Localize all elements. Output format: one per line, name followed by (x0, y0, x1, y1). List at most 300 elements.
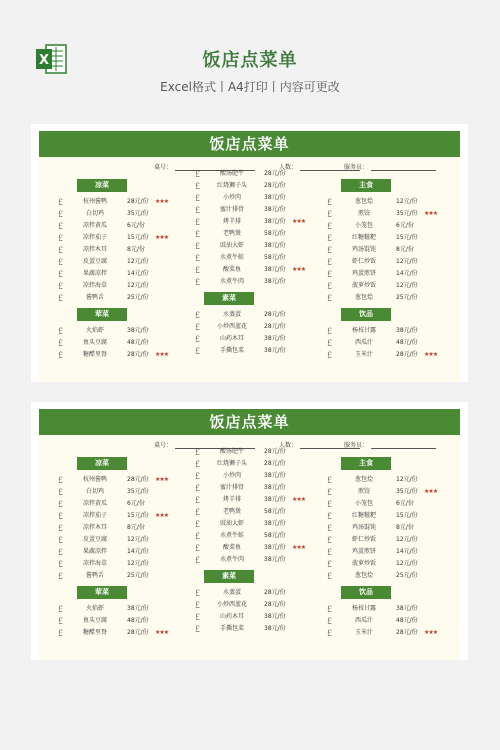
currency-symbol: ￡ (57, 572, 64, 580)
menu-item-price: 38元/份 (264, 556, 286, 563)
currency-symbol: ￡ (326, 476, 333, 484)
menu-item[interactable] (194, 216, 334, 228)
menu-item-price: 28元/份 (264, 601, 286, 608)
menu-item[interactable] (326, 510, 460, 522)
menu-item-name: 酸菜鱼 (222, 266, 241, 273)
menu-item-name: 山药木耳 (219, 613, 244, 620)
menu-item[interactable] (194, 228, 334, 240)
menu-item-price: 8元/份 (127, 246, 145, 253)
currency-symbol: ￡ (57, 617, 64, 625)
menu-item-name: 小笼包 (354, 222, 373, 229)
menu-item[interactable] (194, 321, 334, 333)
currency-symbol: ￡ (194, 218, 201, 226)
menu-item-name: 酸汤肥牛 (219, 170, 244, 177)
menu-item-price: 38元/份 (264, 194, 286, 201)
menu-item[interactable] (57, 627, 197, 639)
order-field-label: 服务员： (344, 442, 369, 449)
menu-item[interactable] (57, 603, 197, 615)
menu-item-name: 老鸭煲 (222, 508, 241, 515)
menu-item[interactable] (194, 518, 334, 530)
menu-item-name: 皮蛋豆腐 (82, 258, 107, 265)
sheet-banner: 饭店点菜单 (39, 131, 460, 157)
menu-item-price: 38元/份 (264, 266, 286, 273)
currency-symbol: ￡ (326, 258, 333, 266)
menu-item[interactable] (326, 486, 460, 498)
currency-symbol: ￡ (194, 230, 201, 238)
menu-item-name: 老鸭煲 (222, 230, 241, 237)
currency-symbol: ￡ (326, 234, 333, 242)
order-field-label: 桌号： (154, 164, 173, 171)
menu-item[interactable] (194, 309, 334, 321)
currency-symbol: ￡ (57, 524, 64, 532)
recommend-stars: ★★★ (155, 629, 169, 636)
menu-item[interactable] (57, 256, 197, 268)
currency-symbol: ￡ (326, 294, 333, 302)
menu-item-name: 皮蛋豆腐 (82, 536, 107, 543)
recommend-stars: ★★★ (155, 351, 169, 358)
menu-item-name: 水蒸蛋 (222, 311, 241, 318)
currency-symbol: ￡ (57, 222, 64, 230)
order-field-label: 人数： (279, 164, 298, 171)
menu-item[interactable] (194, 599, 334, 611)
menu-item-name: 虾仁炒饭 (351, 258, 376, 265)
menu-item-price: 8元/份 (396, 524, 414, 531)
menu-item[interactable] (194, 611, 334, 623)
currency-symbol: ￡ (326, 327, 333, 335)
menu-item[interactable] (326, 337, 460, 349)
menu-item-name: 玉米汁 (354, 629, 373, 636)
menu-item-name: 凉拌茄子 (82, 234, 107, 241)
menu-item[interactable] (326, 220, 460, 232)
currency-symbol: ￡ (194, 496, 201, 504)
recommend-stars: ★★★ (292, 544, 306, 551)
menu-item[interactable] (326, 627, 460, 639)
currency-symbol: ￡ (326, 282, 333, 290)
menu-column (57, 175, 197, 361)
menu-item[interactable] (194, 470, 334, 482)
currency-symbol: ￡ (194, 182, 201, 190)
menu-item-name: 手撕包菜 (219, 347, 244, 354)
menu-item-name: 酱鸭舌 (85, 294, 104, 301)
page-subtitle: Excel格式丨A4打印丨内容可更改 (160, 80, 340, 94)
currency-symbol: ￡ (57, 605, 64, 613)
menu-item-price: 15元/份 (396, 234, 418, 241)
menu-item-price: 28元/份 (264, 311, 286, 318)
currency-symbol: ￡ (194, 323, 201, 331)
menu-item-price: 38元/份 (127, 327, 149, 334)
currency-symbol: ￡ (57, 500, 64, 508)
section-header: 素菜 (204, 570, 254, 583)
menu-item-price: 8元/份 (396, 246, 414, 253)
menu-item[interactable] (194, 240, 334, 252)
menu-item[interactable] (57, 232, 197, 244)
currency-symbol: ￡ (194, 625, 201, 633)
menu-item-price: 12元/份 (396, 476, 418, 483)
currency-symbol: ￡ (57, 339, 64, 347)
menu-item-name: 小炒西蓝花 (216, 323, 247, 330)
menu-item-price: 28元/份 (396, 351, 418, 358)
menu-item-price: 38元/份 (264, 472, 286, 479)
menu-item-name: 葱包烩 (354, 294, 373, 301)
menu-item[interactable] (57, 570, 197, 582)
menu-item[interactable] (326, 256, 460, 268)
currency-symbol: ￡ (194, 448, 201, 456)
currency-symbol: ￡ (326, 246, 333, 254)
currency-symbol: ￡ (194, 170, 201, 178)
menu-item[interactable] (57, 546, 197, 558)
currency-symbol: ￡ (194, 266, 201, 274)
menu-item-name: 凉拌海草 (82, 560, 107, 567)
menu-item[interactable] (57, 615, 197, 627)
menu-item[interactable] (57, 349, 197, 361)
currency-symbol: ￡ (57, 198, 64, 206)
currency-symbol: ￡ (57, 351, 64, 359)
menu-item-price: 38元/份 (264, 242, 286, 249)
menu-item-price: 28元/份 (264, 448, 286, 455)
currency-symbol: ￡ (57, 234, 64, 242)
menu-item[interactable] (194, 276, 334, 288)
menu-item-price: 38元/份 (396, 327, 418, 334)
menu-item[interactable] (57, 534, 197, 546)
menu-item[interactable] (326, 534, 460, 546)
menu-item[interactable] (326, 498, 460, 510)
menu-item[interactable] (326, 522, 460, 534)
order-field-input[interactable] (371, 162, 436, 171)
menu-item-name: 虾仁炒饭 (351, 536, 376, 543)
menu-item-name: 火焰虾 (85, 327, 104, 334)
menu-item-name: 葱包烩 (354, 198, 373, 205)
menu-item-name: 红烧狮子头 (216, 182, 247, 189)
currency-symbol: ￡ (57, 210, 64, 218)
currency-symbol: ￡ (326, 605, 333, 613)
menu-item[interactable] (57, 474, 197, 486)
menu-item-price: 58元/份 (264, 532, 286, 539)
menu-item-price: 8元/份 (127, 524, 145, 531)
menu-item[interactable] (194, 554, 334, 566)
currency-symbol: ￡ (194, 613, 201, 621)
currency-symbol: ￡ (194, 335, 201, 343)
menu-item[interactable] (194, 494, 334, 506)
menu-item-price: 35元/份 (396, 210, 418, 217)
menu-sheet-1 (31, 124, 468, 382)
menu-item[interactable] (194, 204, 334, 216)
page-title: 饭店点菜单 (202, 50, 298, 71)
currency-symbol: ￡ (194, 589, 201, 597)
menu-item[interactable] (194, 623, 334, 635)
menu-item-price: 38元/份 (264, 206, 286, 213)
currency-symbol: ￡ (326, 351, 333, 359)
menu-item-price: 28元/份 (127, 629, 149, 636)
menu-item-price: 38元/份 (264, 218, 286, 225)
menu-item[interactable] (194, 180, 334, 192)
menu-column (326, 453, 460, 639)
menu-item-price: 28元/份 (264, 182, 286, 189)
menu-item-price: 28元/份 (264, 589, 286, 596)
menu-item-price: 12元/份 (127, 258, 149, 265)
menu-item-name: 杭州酱鸭 (82, 198, 107, 205)
menu-item-name: 小笼包 (354, 500, 373, 507)
menu-item-price: 38元/份 (264, 335, 286, 342)
menu-item[interactable] (194, 168, 334, 180)
menu-item-price: 6元/份 (127, 500, 145, 507)
menu-item-price: 58元/份 (264, 254, 286, 261)
menu-item-name: 菠萝炒饭 (351, 560, 376, 567)
menu-item[interactable] (194, 482, 334, 494)
menu-item-price: 38元/份 (264, 347, 286, 354)
menu-item[interactable] (57, 244, 197, 256)
menu-item[interactable] (57, 196, 197, 208)
menu-item-price: 12元/份 (127, 560, 149, 567)
currency-symbol: ￡ (57, 270, 64, 278)
menu-item-name: 水煮牛肉 (219, 556, 244, 563)
menu-item-name: 水煮牛蛙 (219, 254, 244, 261)
menu-item[interactable] (57, 268, 197, 280)
menu-item-name: 葱包烩 (354, 476, 373, 483)
menu-item[interactable] (57, 498, 197, 510)
recommend-stars: ★★★ (424, 488, 438, 495)
menu-item[interactable] (194, 542, 334, 554)
menu-item-price: 12元/份 (396, 560, 418, 567)
menu-item-price: 48元/份 (127, 339, 149, 346)
currency-symbol: ￡ (194, 556, 201, 564)
menu-item[interactable] (326, 615, 460, 627)
section-header: 饮品 (341, 308, 391, 321)
section-header: 饮品 (341, 586, 391, 599)
menu-item[interactable] (326, 196, 460, 208)
menu-item[interactable] (194, 506, 334, 518)
order-field-label: 人数： (279, 442, 298, 449)
menu-item[interactable] (326, 349, 460, 361)
menu-item-name: 杨枝甘露 (351, 605, 376, 612)
section-header: 凉菜 (77, 457, 127, 470)
menu-item-price: 38元/份 (264, 520, 286, 527)
recommend-stars: ★★★ (155, 198, 169, 205)
recommend-stars: ★★★ (292, 496, 306, 503)
menu-item-name: 鸡汤馄饨 (351, 246, 376, 253)
menu-item-price: 38元/份 (264, 484, 286, 491)
menu-item-name: 鱼头豆腐 (82, 339, 107, 346)
menu-item-price: 28元/份 (396, 629, 418, 636)
menu-item-price: 48元/份 (127, 617, 149, 624)
menu-item[interactable] (194, 530, 334, 542)
menu-item-name: 蜜汁排骨 (219, 484, 244, 491)
section-header: 素菜 (204, 292, 254, 305)
menu-item[interactable] (57, 280, 197, 292)
menu-item-price: 6元/份 (396, 500, 414, 507)
menu-item-name: 小炒肉 (222, 194, 241, 201)
menu-item[interactable] (326, 558, 460, 570)
menu-item[interactable] (194, 458, 334, 470)
menu-item-price: 14元/份 (127, 270, 149, 277)
menu-item-price: 14元/份 (396, 270, 418, 277)
menu-item-price: 38元/份 (264, 544, 286, 551)
menu-item[interactable] (194, 264, 334, 276)
section-header: 荤菜 (77, 308, 127, 321)
menu-item-name: 手撕包菜 (219, 625, 244, 632)
menu-item[interactable] (326, 546, 460, 558)
currency-symbol: ￡ (57, 512, 64, 520)
menu-item[interactable] (57, 325, 197, 337)
menu-item-price: 6元/份 (396, 222, 414, 229)
recommend-stars: ★★★ (155, 234, 169, 241)
menu-item-name: 水煮牛蛙 (219, 532, 244, 539)
menu-item-name: 凉拌木耳 (82, 246, 107, 253)
menu-item[interactable] (326, 208, 460, 220)
menu-item-name: 酸菜鱼 (222, 544, 241, 551)
menu-item-price: 28元/份 (264, 323, 286, 330)
currency-symbol: ￡ (57, 548, 64, 556)
menu-column (194, 168, 334, 357)
menu-item-price: 12元/份 (396, 536, 418, 543)
recommend-stars: ★★★ (292, 218, 306, 225)
menu-item-name: 凉拌茄子 (82, 512, 107, 519)
menu-item-price: 25元/份 (127, 572, 149, 579)
menu-item-price: 35元/份 (127, 488, 149, 495)
currency-symbol: ￡ (57, 560, 64, 568)
currency-symbol: ￡ (326, 210, 333, 218)
currency-symbol: ￡ (326, 512, 333, 520)
section-header: 凉菜 (77, 179, 127, 192)
menu-item[interactable] (57, 337, 197, 349)
menu-item-name: 蜜汁排骨 (219, 206, 244, 213)
menu-item-price: 12元/份 (396, 198, 418, 205)
menu-item-price: 38元/份 (396, 605, 418, 612)
menu-item[interactable] (326, 603, 460, 615)
menu-item-name: 红糖糍粑 (351, 234, 376, 241)
currency-symbol: ￡ (194, 242, 201, 250)
menu-item[interactable] (326, 474, 460, 486)
order-field (344, 162, 436, 171)
menu-item-name: 杨枝甘露 (351, 327, 376, 334)
menu-item[interactable] (194, 345, 334, 357)
currency-symbol: ￡ (326, 572, 333, 580)
menu-item-name: 鱼头豆腐 (82, 617, 107, 624)
menu-item-price: 38元/份 (264, 496, 286, 503)
menu-item[interactable] (326, 325, 460, 337)
menu-item[interactable] (326, 232, 460, 244)
currency-symbol: ￡ (194, 532, 201, 540)
order-field-label: 服务员： (344, 164, 369, 171)
menu-sheet-2 (31, 402, 468, 660)
currency-symbol: ￡ (194, 544, 201, 552)
menu-item[interactable] (57, 558, 197, 570)
menu-item-price: 25元/份 (127, 294, 149, 301)
menu-item-price: 28元/份 (127, 198, 149, 205)
menu-item[interactable] (326, 570, 460, 582)
menu-item-name: 小炒西蓝花 (216, 601, 247, 608)
order-field-input[interactable] (371, 440, 436, 449)
menu-item-price: 25元/份 (396, 572, 418, 579)
menu-item-price: 15元/份 (127, 512, 149, 519)
currency-symbol: ￡ (57, 294, 64, 302)
menu-item-price: 38元/份 (264, 625, 286, 632)
menu-item-price: 38元/份 (264, 613, 286, 620)
menu-item-name: 西瓜汁 (354, 617, 373, 624)
menu-item-price: 12元/份 (127, 536, 149, 543)
menu-item-name: 葱包烩 (354, 572, 373, 579)
currency-symbol: ￡ (326, 629, 333, 637)
menu-item[interactable] (326, 292, 460, 304)
menu-item-name: 凉拌黄瓜 (82, 500, 107, 507)
menu-item-price: 48元/份 (396, 617, 418, 624)
menu-item[interactable] (194, 446, 334, 458)
menu-item[interactable] (57, 486, 197, 498)
menu-item-price: 58元/份 (264, 230, 286, 237)
currency-symbol: ￡ (326, 488, 333, 496)
currency-symbol: ￡ (194, 508, 201, 516)
menu-item-price: 48元/份 (396, 339, 418, 346)
menu-item-price: 28元/份 (127, 351, 149, 358)
recommend-stars: ★★★ (155, 476, 169, 483)
menu-item[interactable] (194, 333, 334, 345)
currency-symbol: ￡ (57, 536, 64, 544)
recommend-stars: ★★★ (424, 210, 438, 217)
menu-item[interactable] (326, 268, 460, 280)
menu-item-price: 28元/份 (127, 476, 149, 483)
menu-item-name: 果蔬凉拌 (82, 548, 107, 555)
menu-item-price: 15元/份 (396, 512, 418, 519)
currency-symbol: ￡ (194, 278, 201, 286)
menu-item[interactable] (57, 208, 197, 220)
currency-symbol: ￡ (194, 206, 201, 214)
menu-item-name: 凉拌海草 (82, 282, 107, 289)
currency-symbol: ￡ (194, 254, 201, 262)
currency-symbol: ￡ (57, 282, 64, 290)
section-header: 荤菜 (77, 586, 127, 599)
menu-item[interactable] (57, 292, 197, 304)
menu-item[interactable] (194, 252, 334, 264)
menu-item[interactable] (326, 280, 460, 292)
menu-item-name: 水蒸蛋 (222, 589, 241, 596)
menu-item-name: 鸡蛋煎饼 (351, 548, 376, 555)
menu-item-price: 15元/份 (127, 234, 149, 241)
menu-item-name: 火焰虾 (85, 605, 104, 612)
menu-item[interactable] (57, 220, 197, 232)
menu-item[interactable] (194, 192, 334, 204)
menu-item-name: 糖醋里脊 (82, 629, 107, 636)
order-field-label: 桌号： (154, 442, 173, 449)
currency-symbol: ￡ (326, 339, 333, 347)
menu-item-price: 12元/份 (396, 258, 418, 265)
currency-symbol: ￡ (326, 270, 333, 278)
menu-item-name: 鸡汤馄饨 (351, 524, 376, 531)
section-header: 主食 (341, 457, 391, 470)
menu-item-name: 西瓜汁 (354, 339, 373, 346)
currency-symbol: ￡ (326, 524, 333, 532)
currency-symbol: ￡ (194, 194, 201, 202)
menu-item[interactable] (57, 522, 197, 534)
currency-symbol: ￡ (57, 476, 64, 484)
menu-item[interactable] (57, 510, 197, 522)
menu-item-name: 小炒肉 (222, 472, 241, 479)
menu-item[interactable] (194, 587, 334, 599)
menu-item-name: 煎饺 (357, 488, 370, 495)
menu-item-name: 杭州酱鸭 (82, 476, 107, 483)
menu-item-price: 12元/份 (396, 282, 418, 289)
recommend-stars: ★★★ (424, 351, 438, 358)
menu-column (194, 446, 334, 635)
excel-icon-letter: X (38, 53, 50, 68)
menu-item-price: 38元/份 (127, 605, 149, 612)
menu-item-name: 白切鸡 (85, 488, 104, 495)
menu-item-name: 山药木耳 (219, 335, 244, 342)
menu-item-name: 煎饺 (357, 210, 370, 217)
currency-symbol: ￡ (57, 327, 64, 335)
menu-item[interactable] (326, 244, 460, 256)
menu-item-name: 鸡蛋煎饼 (351, 270, 376, 277)
menu-item-name: 烤羊排 (222, 218, 241, 225)
menu-item-name: 酸汤肥牛 (219, 448, 244, 455)
